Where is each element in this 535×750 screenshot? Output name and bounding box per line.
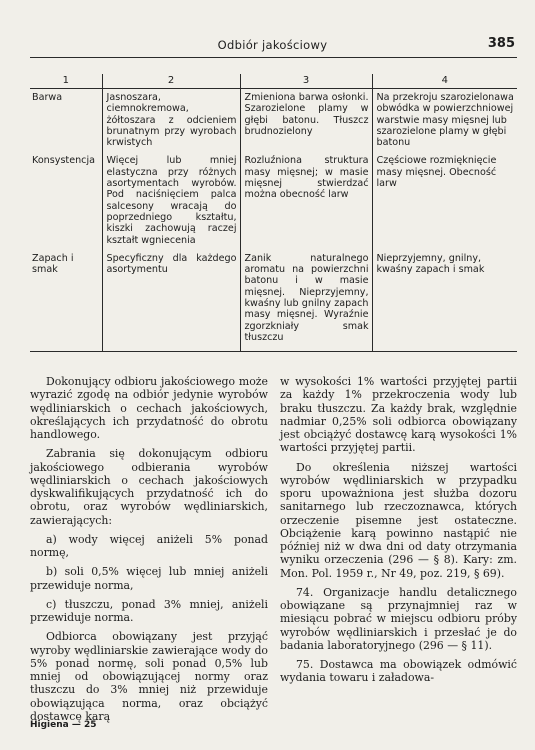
table-row bbox=[30, 89, 517, 153]
page-number: 385 bbox=[487, 36, 515, 51]
cell-spoiled: Zmieniona barwa osłonki. Szarozielone plamy w głębi batonu. Tłuszcz brudnozielony bbox=[240, 89, 372, 153]
cell-fresh: Więcej lub mniej elastyczna przy różnych asortymentach wyrobów. Pod naciśnięciem palca salcesony wracają do poprzedniego kształtu, kiszki zachowują raczej kształt wgniecenia bbox=[102, 152, 240, 249]
footer-signature: Higiena — 25 bbox=[30, 720, 97, 730]
cell-spoiled-advanced: Nieprzyjemny, gnilny, kwaśny zapach i smak bbox=[372, 250, 517, 352]
quality-table bbox=[30, 74, 517, 352]
column-number: 1 bbox=[30, 74, 102, 89]
row-label: Konsystencja bbox=[32, 155, 96, 167]
cell-fresh: Specyficzny dla każdego asortymentu bbox=[102, 250, 240, 352]
paragraph: Odbiorca obowiązany jest przyjąć wyroby wędliniarskie zawierające wody do 5% ponad normę, soli ponad 0,5% lub mniej od obowiązującej normy oraz tłuszczu do 3% mniej niż przewiduje obowiązująca norma, oraz obciążyć dostawcę karą bbox=[30, 630, 268, 723]
cell-spoiled-advanced: Na przekroju szarozielonawa obwódka w powierzchniowej warstwie masy mięsnej lub szarozielone plamy w głębi batonu bbox=[372, 89, 517, 153]
row-label: Barwa bbox=[32, 92, 63, 103]
cell-fresh: Jasnoszara, ciemnokremowa, żółtoszara z odcieniem brunatnym przy wyrobach krwistych bbox=[102, 89, 240, 153]
right-column bbox=[280, 375, 517, 691]
column-number: 4 bbox=[372, 74, 517, 89]
running-title: Odbiór jakościowy bbox=[217, 38, 328, 52]
column-number: 2 bbox=[102, 74, 240, 89]
cell-spoiled: Rozluźniona struktura masy mięsnej; w masie mięsnej stwierdzać można obecność larw bbox=[240, 152, 372, 249]
table-row bbox=[30, 152, 517, 249]
column-number: 3 bbox=[240, 74, 372, 89]
list-item: b) soli 0,5% więcej lub mniej aniżeli przewiduje norma, bbox=[30, 565, 268, 592]
paragraph: Dokonujący odbioru jakościowego może wyrazić zgodę na odbiór jedynie wyrobów wędliniarskich o cechach jakościowych, określających ich przydatność do obrotu handlowego. bbox=[30, 375, 268, 441]
paragraph: Do określenia niższej wartości wyrobów wędliniarskich w przypadku sporu upoważniona jest służba dozoru sanitarnego lub rzeczoznawca, których orzeczenie pisemne jest ostateczne. Obciążenie karą powinno nastąpić nie później niż w dwa dni od daty otrzymania wyniku orzeczenia (296 — § 8). Kary: zm. Mon. Pol. 1959 r., Nr 49, poz. 219, § 69). bbox=[280, 460, 517, 580]
header-rule bbox=[30, 57, 517, 58]
paragraph: 75. Dostawca ma obowiązek odmówić wydania towaru i załadowa- bbox=[280, 658, 517, 685]
paragraph: Zabrania się dokonującym odbioru jakościowego odbierania wyrobów wędliniarskich o cechach jakościowych dyskwalifikujących przydatność ich do obrotu, oraz wyrobów wędliniarskich, zawierających: bbox=[30, 447, 268, 527]
left-column bbox=[30, 375, 268, 729]
list-item: a) wody więcej aniżeli 5% ponad normę, bbox=[30, 532, 268, 559]
list-item: c) tłuszczu, ponad 3% mniej, aniżeli przewiduje norma. bbox=[30, 597, 268, 624]
paragraph: 74. Organizacje handlu detalicznego obowiązane są przynajmniej raz w miesiącu pobrać w miejscu odbioru próby wyrobów wędliniarskich i przesłać je do badania laboratoryjnego (296 — § 11). bbox=[280, 585, 517, 652]
row-label: Zapach i smak bbox=[30, 250, 102, 352]
running-header bbox=[30, 38, 515, 56]
cell-spoiled-advanced: Częściowe rozmięknięcie masy mięsnej. Obecność larw bbox=[372, 152, 517, 249]
cell-spoiled: Zanik naturalnego aromatu na powierzchni batonu i w masie mięsnej. Nieprzyjemny, kwaśny lub gnilny zapach masy mięsnej. Wyraźnie zgorzkniały smak tłuszczu bbox=[240, 250, 372, 352]
table-header-row bbox=[30, 74, 517, 89]
paragraph: w wysokości 1% wartości przyjętej partii za każdy 1% przekroczenia wody lub braku tłuszczu. Za każdy brak, względnie nadmiar 0,25% soli odbiorca obowiązany jest obciążyć dostawcę karą wysokości 1% wartości przyjętej partii. bbox=[280, 375, 517, 455]
body-text bbox=[30, 375, 517, 723]
table-row bbox=[30, 250, 517, 352]
